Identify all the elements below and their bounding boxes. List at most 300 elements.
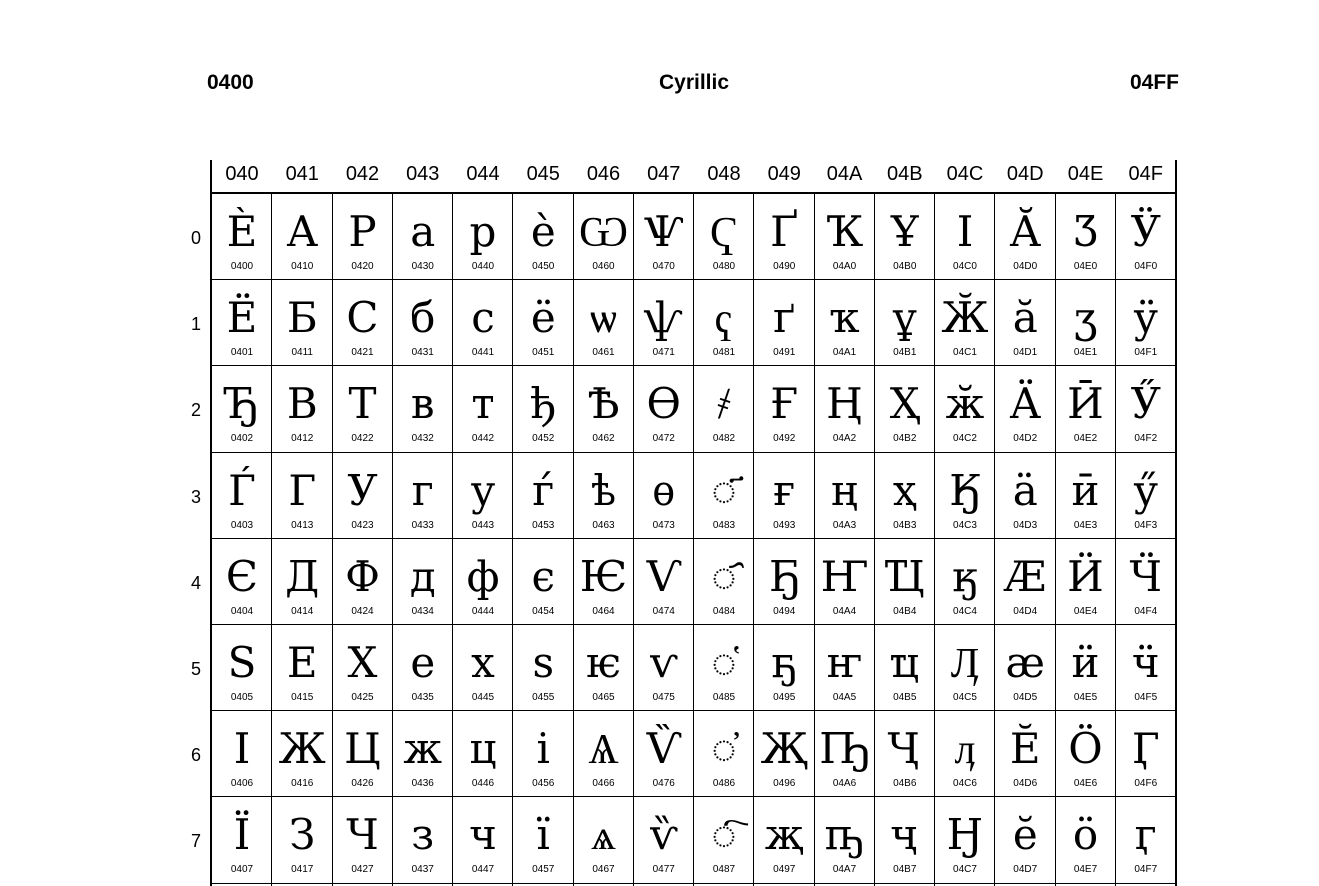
column-header: 04C [946, 163, 984, 185]
code-point-label: 04D0 [1013, 261, 1038, 272]
code-point-label: 0400 [230, 261, 254, 272]
code-point-label: 04C3 [953, 519, 977, 531]
code-point-label: 0425 [351, 692, 374, 703]
chart-cell [875, 453, 935, 539]
character-glyph: Ҕ [768, 551, 800, 601]
chart-cell [875, 280, 935, 366]
code-point-label: 04C5 [953, 692, 977, 703]
code-point-label: 04F7 [1134, 864, 1158, 876]
code-point-label: 0455 [532, 692, 555, 703]
chart-cell [212, 797, 272, 883]
character-glyph: ӕ [1005, 638, 1045, 687]
character-glyph: С [346, 293, 379, 343]
character-glyph: Ӑ [1009, 207, 1042, 256]
code-point-label: 0433 [411, 519, 434, 531]
chart-cell [935, 280, 995, 366]
row-header: 4 [190, 572, 201, 593]
character-glyph: ї [536, 810, 550, 860]
code-point-label: 0492 [773, 433, 796, 445]
code-point-label: 0477 [652, 864, 675, 876]
character-glyph: ӧ [1072, 810, 1099, 860]
character-glyph: Ҥ [820, 551, 869, 601]
character-glyph: ҡ [829, 293, 860, 343]
column-header: 047 [647, 163, 681, 185]
chart-cell [1116, 453, 1176, 539]
chart-cell [694, 453, 754, 539]
chart-cell [453, 797, 513, 883]
chart-cell [1056, 280, 1116, 366]
chart-cell [754, 280, 814, 366]
chart-cell [1116, 797, 1176, 883]
character-glyph: ғ [773, 465, 796, 515]
character-glyph: Ѥ [579, 551, 628, 601]
chart-cell [574, 453, 634, 539]
chart-cell [694, 797, 754, 883]
character-glyph: Д [285, 551, 320, 601]
code-point-label: 0463 [592, 519, 615, 531]
code-point-label: 0471 [652, 347, 675, 359]
chart-cell [272, 797, 332, 883]
character-glyph: Ѣ [587, 379, 620, 429]
code-point-label: 0490 [773, 261, 796, 272]
character-glyph: А [286, 207, 319, 256]
character-glyph: в [410, 379, 435, 429]
character-glyph: Ѕ [227, 638, 257, 687]
chart-cell [935, 539, 995, 625]
code-point-label: 04D6 [1013, 778, 1038, 790]
code-point-label: 04B4 [893, 605, 917, 617]
chart-cell [694, 625, 754, 711]
chart-cell [393, 539, 453, 625]
code-point-label: 04D4 [1013, 605, 1038, 617]
code-point-label: 0426 [351, 778, 374, 790]
character-glyph: ◌҅ [711, 638, 737, 687]
character-glyph: ҳ [892, 465, 917, 515]
chart-cell [815, 797, 875, 883]
character-glyph: ҕ [771, 638, 798, 687]
column-header: 043 [406, 163, 440, 185]
chart-cell [333, 625, 393, 711]
character-glyph: Ѷ [645, 724, 682, 774]
code-point-label: 04B7 [893, 864, 917, 876]
character-glyph: ӳ [1133, 465, 1159, 515]
code-point-label: 0484 [712, 605, 736, 617]
code-point-label: 0474 [652, 605, 675, 617]
chart-cell [995, 797, 1055, 883]
code-point-label: 0436 [411, 778, 434, 790]
chart-cell [333, 453, 393, 539]
code-point-label: 0476 [652, 778, 675, 790]
character-glyph: ѷ [649, 810, 678, 860]
chart-cell [513, 797, 573, 883]
chart-cell [754, 366, 814, 452]
code-point-label: 04F1 [1134, 347, 1158, 359]
character-glyph: ѥ [585, 638, 622, 687]
chart-cell [1116, 194, 1176, 280]
code-point-label: 04F2 [1134, 433, 1158, 445]
character-glyph: ӣ [1071, 465, 1100, 515]
chart-cell [995, 194, 1055, 280]
character-glyph: ӓ [1012, 465, 1038, 515]
chart-cell [935, 453, 995, 539]
row-header: 2 [190, 400, 201, 421]
code-point-label: 04A0 [832, 261, 857, 272]
code-point-label: 0461 [592, 347, 615, 359]
code-point-label: 0462 [592, 433, 615, 445]
chart-cell [513, 453, 573, 539]
code-point-label: 0413 [291, 519, 314, 531]
character-glyph: Ӏ [956, 207, 974, 256]
code-point-label: 0447 [471, 864, 495, 876]
character-glyph: Ђ [225, 379, 259, 429]
column-header: 049 [767, 163, 801, 185]
chart-cell [1116, 625, 1176, 711]
character-glyph: а [410, 207, 436, 256]
character-glyph: Ё [226, 293, 258, 343]
character-glyph: Ѐ [226, 207, 258, 256]
code-point-label: 04C6 [953, 778, 977, 790]
chart-cell [754, 711, 814, 797]
code-point-label: 0432 [411, 433, 434, 445]
chart-cell [453, 625, 513, 711]
code-point-label: 04E0 [1073, 261, 1098, 272]
character-glyph: Җ [760, 724, 808, 774]
code-point-label: 04E7 [1073, 864, 1098, 876]
character-glyph: у [470, 465, 496, 515]
code-point-label: 0406 [230, 778, 254, 790]
character-glyph: Ӱ [1130, 207, 1161, 256]
character-glyph: д [409, 551, 436, 601]
column-header: 04A [826, 163, 863, 185]
chart-cell [634, 280, 694, 366]
character-glyph: ӵ [1131, 638, 1160, 687]
row-header: 0 [190, 228, 201, 248]
character-glyph: Ӂ [941, 293, 989, 343]
code-point-label: 0460 [592, 261, 615, 272]
code-point-label: 0475 [652, 692, 675, 703]
chart-cell [513, 194, 573, 280]
chart-cell [875, 797, 935, 883]
code-point-label: 0485 [712, 692, 736, 703]
code-point-label: 04E5 [1073, 692, 1098, 703]
character-glyph: ѱ [644, 293, 683, 343]
chart-cell [453, 280, 513, 366]
code-point-label: 0472 [652, 433, 675, 445]
code-point-label: 0467 [592, 864, 615, 876]
code-point-label: 0424 [351, 605, 374, 617]
chart-cell [754, 453, 814, 539]
chart-cell [212, 711, 272, 797]
chart-cell [212, 194, 272, 280]
character-glyph: ӆ [954, 724, 976, 774]
page-title: Cyrillic [658, 71, 730, 94]
chart-cell [935, 797, 995, 883]
code-point-label: 0442 [471, 433, 495, 445]
code-point-label: 04C7 [953, 864, 977, 876]
character-glyph: ◌҃ [711, 465, 737, 515]
code-point-label: 0441 [471, 347, 495, 359]
code-point-label: 0454 [532, 605, 555, 617]
chart-cell [815, 453, 875, 539]
code-point-label: 0451 [532, 347, 555, 359]
column-header: 046 [586, 163, 621, 185]
character-glyph: ◌҇ [711, 810, 737, 860]
chart-cell [995, 280, 1055, 366]
chart-cell [875, 711, 935, 797]
chart-cell [272, 453, 332, 539]
code-point-label: 04F4 [1134, 605, 1158, 617]
code-point-label: 0411 [291, 347, 313, 359]
code-point-label: 0444 [471, 605, 495, 617]
column-header: 04B [886, 163, 923, 185]
character-glyph: Є [225, 551, 259, 601]
column-header: 045 [526, 163, 560, 185]
character-glyph: ҵ [889, 638, 921, 687]
character-glyph: ч [469, 810, 497, 860]
code-point-label: 0403 [230, 519, 254, 531]
code-point-label: 04C4 [953, 605, 977, 617]
code-point-label: 04B2 [893, 433, 917, 445]
chart-cell [815, 625, 875, 711]
chart-cell [815, 280, 875, 366]
code-point-label: 0416 [291, 778, 314, 790]
code-point-label: 0407 [230, 864, 254, 876]
code-point-label: 0422 [351, 433, 374, 445]
chart-cell [212, 366, 272, 452]
chart-cell [1056, 797, 1116, 883]
chart-cell [574, 711, 634, 797]
character-glyph: ё [530, 293, 556, 343]
chart-cell [574, 797, 634, 883]
chart-cell [634, 453, 694, 539]
code-point-label: 0445 [471, 692, 495, 703]
character-glyph: Ғ [770, 379, 799, 429]
character-glyph: ҥ [826, 638, 863, 687]
character-glyph: І [233, 724, 251, 774]
column-header: 042 [345, 163, 380, 185]
chart-cell [513, 280, 573, 366]
code-point-label: 04D3 [1013, 519, 1038, 531]
chart-cell [1116, 366, 1176, 452]
code-point-label: 0483 [712, 519, 736, 531]
chart-cell [694, 366, 754, 452]
character-glyph: ѓ [532, 465, 555, 515]
character-glyph: ѳ [652, 465, 676, 515]
character-glyph: і [536, 724, 550, 774]
chart-cell [1116, 711, 1176, 797]
code-point-label: 04A5 [832, 692, 857, 703]
column-header: 04D [1006, 163, 1044, 185]
chart-cell [272, 539, 332, 625]
chart-cell [453, 194, 513, 280]
character-glyph: ц [469, 724, 497, 774]
chart-cell [1056, 194, 1116, 280]
character-glyph: Х [347, 638, 378, 687]
chart-cell [694, 711, 754, 797]
chart-cell [995, 453, 1055, 539]
chart-cell [393, 625, 453, 711]
chart-cell [1056, 539, 1116, 625]
code-point-label: 04C2 [953, 433, 977, 445]
chart-cell [453, 711, 513, 797]
code-point-label: 0412 [291, 433, 314, 445]
character-glyph: ҧ [824, 810, 865, 860]
character-glyph: г [411, 465, 434, 515]
code-point-label: 04E2 [1073, 433, 1098, 445]
chart-cell [272, 625, 332, 711]
chart-cell [694, 539, 754, 625]
code-point-label: 04E6 [1073, 778, 1098, 790]
character-glyph: Б [286, 293, 318, 343]
code-point-label: 04D5 [1013, 692, 1038, 703]
character-glyph: б [410, 293, 436, 343]
chart-cell [333, 280, 393, 366]
character-glyph: Ф [345, 551, 380, 601]
character-glyph: ◌҆ [711, 724, 737, 774]
character-glyph: ж [403, 724, 443, 774]
chart-cell [995, 366, 1055, 452]
character-glyph: ѵ [649, 638, 678, 687]
row-divider [212, 883, 1176, 884]
character-glyph: Ӈ [946, 810, 984, 860]
code-point-label: 04E4 [1073, 605, 1098, 617]
code-point-label: 0423 [351, 519, 374, 531]
chart-cell [1116, 539, 1176, 625]
character-glyph: Ж [278, 724, 326, 774]
column-header: 048 [707, 163, 741, 185]
character-glyph: р [469, 207, 497, 256]
chart-cell [634, 625, 694, 711]
code-point-label: 0466 [592, 778, 615, 790]
chart-cell [634, 194, 694, 280]
code-point-label: 04F0 [1134, 261, 1158, 272]
column-header: 040 [225, 163, 259, 185]
code-point-label: 04F3 [1134, 519, 1158, 531]
code-point-label: 04A1 [832, 347, 857, 359]
character-glyph: ◌҄ [711, 551, 737, 601]
code-point-label: 0401 [230, 347, 254, 359]
character-glyph: ҂ [716, 379, 732, 429]
character-glyph: ұ [892, 293, 917, 343]
chart-cell [393, 797, 453, 883]
character-glyph: Ӡ [1073, 207, 1098, 256]
code-point-label: 0464 [592, 605, 615, 617]
code-point-label: 0450 [532, 261, 555, 272]
code-point-label: 04C0 [953, 261, 977, 272]
row-header: 3 [190, 486, 201, 507]
chart-cell [574, 539, 634, 625]
chart-cell [393, 366, 453, 452]
character-glyph: ҁ [714, 293, 734, 343]
chart-cell [212, 453, 272, 539]
character-glyph: ӷ [1134, 810, 1157, 860]
chart-cell [513, 711, 573, 797]
code-point-label: 04D1 [1013, 347, 1038, 359]
chart-cell [393, 194, 453, 280]
code-point-label: 0415 [291, 692, 314, 703]
chart-cell [513, 539, 573, 625]
character-glyph: Ӥ [1067, 551, 1104, 601]
chart-cell [453, 366, 513, 452]
column-header: 044 [466, 163, 500, 185]
character-glyph: З [289, 810, 316, 860]
character-glyph: Ӳ [1130, 379, 1161, 429]
character-glyph: ґ [773, 293, 796, 343]
row-header: 6 [190, 745, 201, 766]
chart-cell [212, 625, 272, 711]
character-glyph: Т [348, 379, 377, 429]
code-point-label: 0482 [712, 433, 736, 445]
character-glyph: т [471, 379, 495, 429]
range-start-label: 0400 [207, 71, 254, 94]
code-point-label: 04A3 [832, 519, 857, 531]
character-glyph: Ӧ [1068, 724, 1103, 774]
character-glyph: Ҡ [825, 207, 864, 256]
code-point-label: 04D7 [1013, 864, 1038, 876]
chart-cell [272, 280, 332, 366]
character-glyph: Ҷ [889, 724, 921, 774]
character-glyph: Ӓ [1009, 379, 1042, 429]
code-point-label: 0457 [532, 864, 555, 876]
character-glyph: ҷ [890, 810, 920, 860]
code-point-label: 0497 [773, 864, 796, 876]
character-glyph: х [471, 638, 495, 687]
chart-cell [875, 366, 935, 452]
chart-cell [935, 366, 995, 452]
character-glyph: җ [764, 810, 804, 860]
character-glyph: ӥ [1071, 638, 1100, 687]
chart-cell [995, 625, 1055, 711]
column-header: 04E [1067, 163, 1104, 185]
chart-cell [1056, 711, 1116, 797]
character-glyph: Ӕ [1004, 551, 1047, 601]
code-point-label: 04B0 [893, 261, 917, 272]
chart-cell [815, 194, 875, 280]
chart-cell [1056, 625, 1116, 711]
chart-cell [634, 797, 694, 883]
chart-cell [815, 539, 875, 625]
character-glyph: Ӵ [1129, 551, 1162, 601]
code-point-label: 04D2 [1013, 433, 1038, 445]
character-glyph: ђ [530, 379, 557, 429]
chart-cell [935, 711, 995, 797]
code-point-label: 04A4 [832, 605, 857, 617]
code-point-label: 04A7 [832, 864, 857, 876]
code-point-label: 04E1 [1073, 347, 1098, 359]
chart-cell [634, 366, 694, 452]
code-point-label: 0486 [712, 778, 736, 790]
code-point-label: 0495 [773, 692, 796, 703]
chart-cell [212, 280, 272, 366]
code-point-label: 0430 [411, 261, 434, 272]
code-point-label: 0456 [532, 778, 555, 790]
chart-cell [333, 711, 393, 797]
character-glyph: ѣ [590, 465, 617, 515]
code-point-label: 0437 [411, 864, 434, 876]
character-glyph: Ч [346, 810, 379, 860]
character-glyph: с [471, 293, 495, 343]
chart-cell [935, 194, 995, 280]
chart-cell [393, 711, 453, 797]
character-glyph: Е [286, 638, 318, 687]
chart-cell [754, 625, 814, 711]
chart-cell [694, 280, 754, 366]
character-glyph: ӱ [1133, 293, 1159, 343]
chart-cell [995, 711, 1055, 797]
code-point-label: 0427 [351, 864, 374, 876]
code-point-label: 04A2 [832, 433, 857, 445]
chart-cell [272, 366, 332, 452]
